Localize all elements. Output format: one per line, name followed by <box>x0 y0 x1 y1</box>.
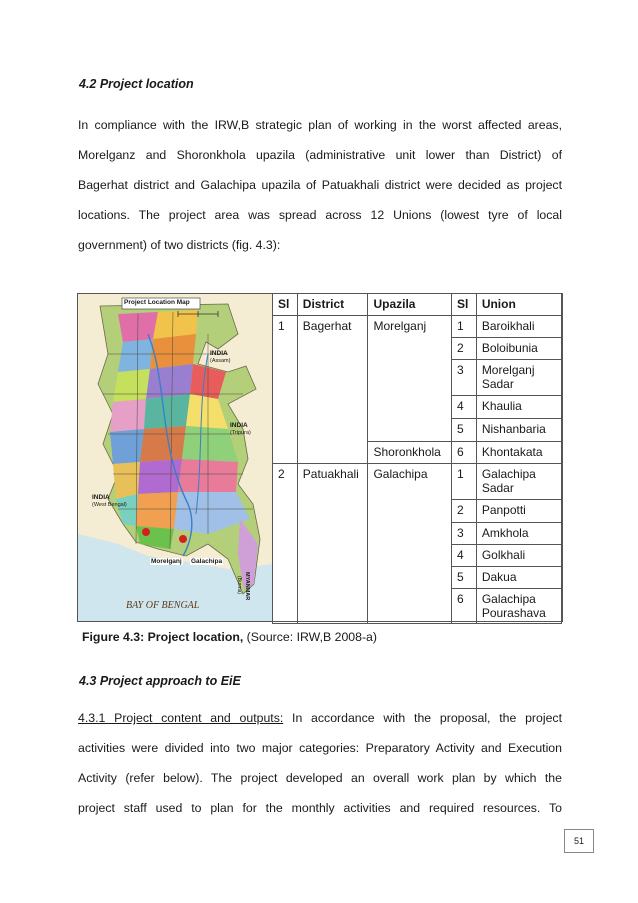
figure-caption <box>82 630 377 644</box>
union-sl-cell: 4 <box>452 545 477 567</box>
paragraph-line: Morelganz and Shoronkhola upazila (administrative unit lower than District) of <box>78 148 562 162</box>
page-number: 51 <box>564 829 594 853</box>
union-name-cell: Panpotti <box>476 500 561 523</box>
union-sl-cell: 5 <box>452 567 477 589</box>
union-name-cell: Galachipa Pourashava <box>476 589 561 624</box>
union-sl-cell: 1 <box>452 316 477 338</box>
district-sl-cell: 2 <box>273 464 298 624</box>
table-row <box>273 464 562 500</box>
map-label-india-assam: INDIA <box>210 350 228 357</box>
figure-caption-source: (Source: IRW,B 2008-a) <box>243 630 377 644</box>
district-name-cell: Patuakhali <box>297 464 368 624</box>
union-name-cell: Khaulia <box>476 396 561 419</box>
district-sl-cell: 1 <box>273 316 298 464</box>
map-label-assam: (Assam) <box>210 358 231 364</box>
table-header-upazila: Upazila <box>368 294 452 316</box>
paragraph-text: In accordance with the proposal, the project <box>283 711 562 725</box>
paragraph-line: activities were divided into two major categories: Preparatory Activity and Execution <box>78 741 562 755</box>
paragraph-line: project staff used to plan for the monthly activities and required resources. To <box>78 801 562 815</box>
union-sl-cell: 3 <box>452 523 477 545</box>
district-name-cell: Bagerhat <box>297 316 368 464</box>
project-location-paragraph <box>78 110 562 260</box>
galachipa-marker <box>179 535 187 543</box>
project-location-map <box>78 294 273 621</box>
map-label-burma: (Burma) <box>236 576 242 595</box>
table-header-sl: Sl <box>273 294 298 316</box>
union-sl-cell: 2 <box>452 500 477 523</box>
subsection-title-4-3-1: 4.3.1 Project content and outputs: <box>78 711 284 725</box>
union-sl-cell: 6 <box>452 589 477 624</box>
union-name-cell: Amkhola <box>476 523 561 545</box>
map-label-india-wb: INDIA <box>92 494 110 501</box>
paragraph-line: locations. The project area was spread across 12 Unions (lowest tyre of local <box>78 208 562 222</box>
table-header-district: District <box>297 294 368 316</box>
paragraph-line: government) of two districts (fig. 4.3): <box>78 238 281 252</box>
upazila-cell: Shoronkhola <box>368 442 452 464</box>
paragraph-line: In compliance with the IRW,B strategic plan of working in the worst affected areas, <box>78 118 562 132</box>
union-name-cell: Morelganj Sadar <box>476 360 561 396</box>
union-name-cell: Dakua <box>476 567 561 589</box>
map-label-west-bengal: (West Bengal) <box>92 502 127 508</box>
union-name-cell: Galachipa Sadar <box>476 464 561 500</box>
figure-caption-label: Figure 4.3: Project location, <box>82 630 244 644</box>
union-name-cell: Baroikhali <box>476 316 561 338</box>
map-title: Project Location Map <box>124 299 190 306</box>
table-header-union: Union <box>476 294 561 316</box>
section-heading-4-3: 4.3 Project approach to EiE <box>79 674 241 688</box>
project-content-paragraph <box>78 703 562 823</box>
project-location-table <box>272 293 562 624</box>
paragraph-line: Bagerhat district and Galachipa upazila of Patuakhali district were decided as project <box>78 178 562 192</box>
union-sl-cell: 1 <box>452 464 477 500</box>
union-name-cell: Boloibunia <box>476 338 561 360</box>
union-sl-cell: 5 <box>452 419 477 442</box>
map-label-india-tripura: INDIA <box>230 422 248 429</box>
map-label-bay-of-bengal: BAY OF BENGAL <box>126 600 200 611</box>
paragraph-line: Activity (refer below). The project developed an overall work plan by which the <box>78 771 562 785</box>
map-label-myanmar: MYANMAR <box>244 572 250 601</box>
union-sl-cell: 3 <box>452 360 477 396</box>
table-row <box>273 316 562 338</box>
union-sl-cell: 4 <box>452 396 477 419</box>
map-label-morelganj: Morelganj <box>151 558 182 565</box>
upazila-cell: Morelganj <box>368 316 452 442</box>
union-name-cell: Nishanbaria <box>476 419 561 442</box>
union-sl-cell: 6 <box>452 442 477 464</box>
union-name-cell: Khontakata <box>476 442 561 464</box>
upazila-cell: Galachipa <box>368 464 452 624</box>
paragraph-line <box>78 703 562 733</box>
figure-project-location <box>77 293 563 622</box>
map-label-galachipa: Galachipa <box>191 558 223 565</box>
union-sl-cell: 2 <box>452 338 477 360</box>
table-header-sl: Sl <box>452 294 477 316</box>
map-label-tripura: (Tripura) <box>230 430 251 436</box>
morelganj-marker <box>142 528 150 536</box>
section-heading-4-2: 4.2 Project location <box>79 77 194 91</box>
union-name-cell: Golkhali <box>476 545 561 567</box>
